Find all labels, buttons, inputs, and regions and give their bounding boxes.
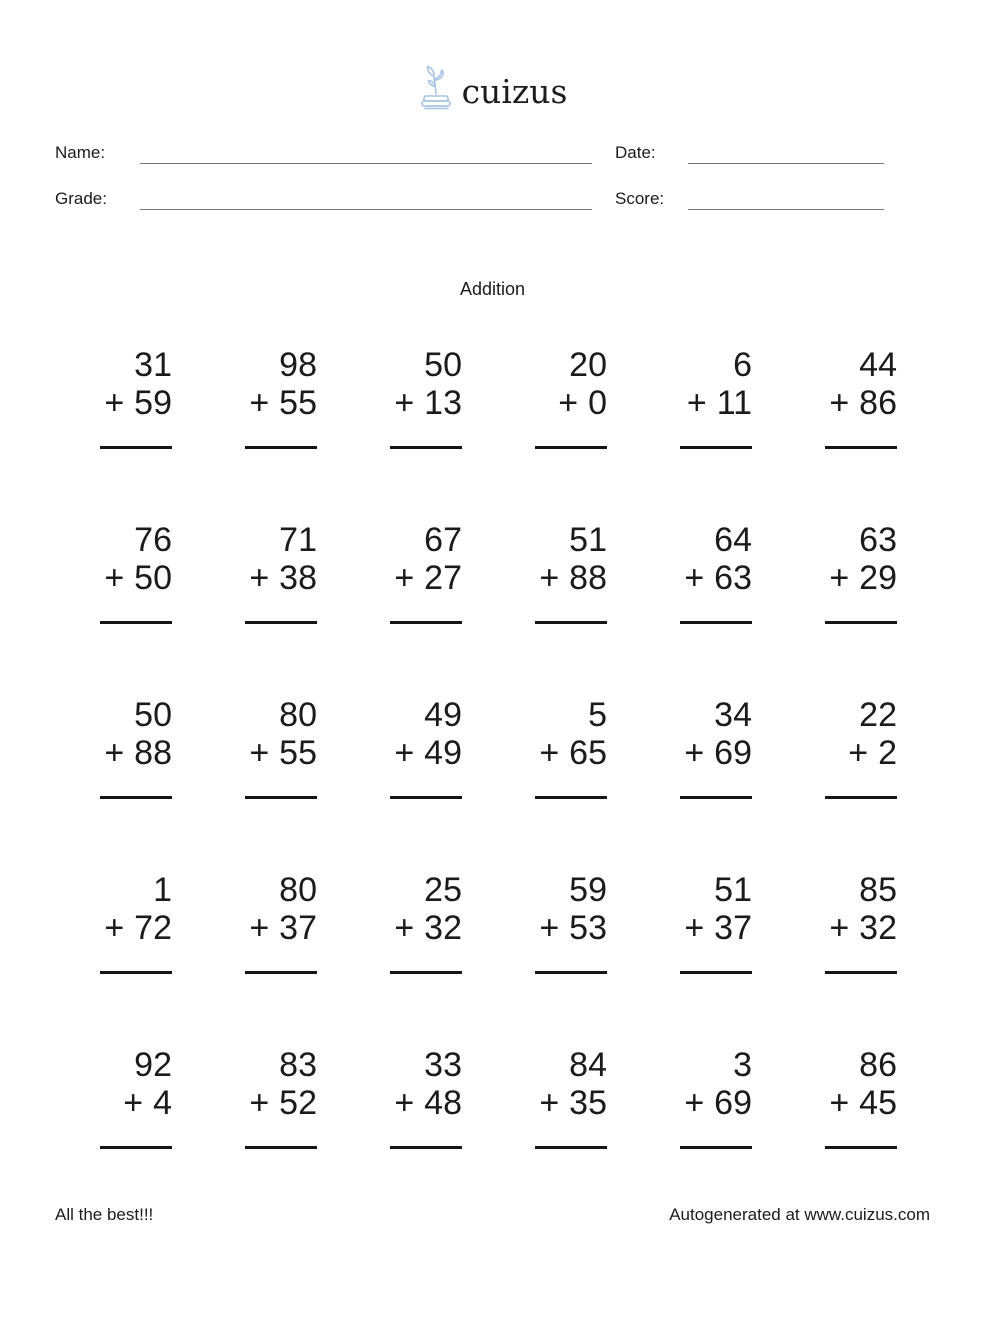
top-operand: 59 bbox=[569, 871, 607, 909]
plus-operator: + bbox=[848, 734, 869, 772]
bottom-operand-row bbox=[752, 734, 897, 772]
plus-operator: + bbox=[829, 384, 850, 422]
top-operand: 50 bbox=[424, 346, 462, 384]
plus-operator: + bbox=[394, 559, 415, 597]
bottom-operand: 13 bbox=[424, 384, 462, 422]
addition-problem bbox=[172, 696, 317, 799]
bottom-operand: 29 bbox=[859, 559, 897, 597]
top-operand: 51 bbox=[714, 871, 752, 909]
bottom-operand: 4 bbox=[153, 1084, 172, 1122]
top-operand: 83 bbox=[279, 1046, 317, 1084]
answer-line bbox=[680, 621, 752, 624]
bottom-operand-row bbox=[317, 559, 462, 597]
bottom-operand: 59 bbox=[134, 384, 172, 422]
addition-problem bbox=[317, 346, 462, 449]
bottom-operand: 32 bbox=[859, 909, 897, 947]
answer-line bbox=[390, 621, 462, 624]
answer-line bbox=[825, 621, 897, 624]
top-operand: 92 bbox=[134, 1046, 172, 1084]
plus-operator: + bbox=[829, 909, 850, 947]
bottom-operand: 38 bbox=[279, 559, 317, 597]
bottom-operand: 86 bbox=[859, 384, 897, 422]
bottom-operand-row bbox=[27, 909, 172, 947]
plus-operator: + bbox=[104, 384, 125, 422]
bottom-operand-row bbox=[317, 1084, 462, 1122]
addition-problem bbox=[317, 521, 462, 624]
addition-problem bbox=[752, 696, 897, 799]
plus-operator: + bbox=[249, 909, 270, 947]
top-operand: 84 bbox=[569, 1046, 607, 1084]
bottom-operand: 52 bbox=[279, 1084, 317, 1122]
footer bbox=[0, 1204, 985, 1226]
bottom-operand: 88 bbox=[569, 559, 607, 597]
addition-problem bbox=[27, 696, 172, 799]
bottom-operand-row bbox=[172, 384, 317, 422]
answer-line bbox=[680, 1146, 752, 1149]
bottom-operand-row bbox=[27, 384, 172, 422]
plus-operator: + bbox=[394, 734, 415, 772]
plus-operator: + bbox=[686, 384, 707, 422]
bottom-operand: 69 bbox=[714, 1084, 752, 1122]
addition-problem bbox=[462, 521, 607, 624]
grade-blank-line bbox=[140, 188, 592, 210]
bottom-operand-row bbox=[752, 1084, 897, 1122]
plant-books-icon bbox=[418, 62, 455, 112]
bottom-operand-row bbox=[607, 909, 752, 947]
answer-line bbox=[245, 446, 317, 449]
addition-problem bbox=[462, 871, 607, 974]
plus-operator: + bbox=[829, 1084, 850, 1122]
bottom-operand-row bbox=[462, 734, 607, 772]
top-operand: 67 bbox=[424, 521, 462, 559]
plus-operator: + bbox=[394, 384, 415, 422]
addition-problem bbox=[607, 521, 752, 624]
addition-problem bbox=[462, 346, 607, 449]
bottom-operand-row bbox=[172, 734, 317, 772]
addition-problem bbox=[27, 871, 172, 974]
answer-line bbox=[680, 971, 752, 974]
footer-attribution: Autogenerated at www.cuizus.com bbox=[669, 1205, 930, 1224]
grade-score-row bbox=[55, 188, 885, 210]
score-blank-line bbox=[688, 188, 884, 210]
bottom-operand-row bbox=[607, 559, 752, 597]
plus-operator: + bbox=[249, 734, 270, 772]
grade-label: Grade: bbox=[55, 189, 107, 208]
bottom-operand: 0 bbox=[588, 384, 607, 422]
bottom-operand: 49 bbox=[424, 734, 462, 772]
bottom-operand-row bbox=[607, 1084, 752, 1122]
header-fields bbox=[55, 142, 885, 210]
plus-operator: + bbox=[829, 559, 850, 597]
answer-line bbox=[825, 796, 897, 799]
addition-problem bbox=[317, 1046, 462, 1149]
answer-line bbox=[535, 1146, 607, 1149]
plus-operator: + bbox=[684, 909, 705, 947]
top-operand: 34 bbox=[714, 696, 752, 734]
answer-line bbox=[535, 971, 607, 974]
top-operand: 85 bbox=[859, 871, 897, 909]
top-operand: 20 bbox=[569, 346, 607, 384]
addition-problem bbox=[752, 521, 897, 624]
addition-problem bbox=[317, 871, 462, 974]
bottom-operand: 45 bbox=[859, 1084, 897, 1122]
bottom-operand: 37 bbox=[279, 909, 317, 947]
answer-line bbox=[825, 446, 897, 449]
plus-operator: + bbox=[539, 734, 560, 772]
answer-line bbox=[680, 796, 752, 799]
answer-line bbox=[390, 971, 462, 974]
plus-operator: + bbox=[394, 909, 415, 947]
bottom-operand: 88 bbox=[134, 734, 172, 772]
top-operand: 80 bbox=[279, 871, 317, 909]
top-operand: 22 bbox=[859, 696, 897, 734]
plus-operator: + bbox=[684, 734, 705, 772]
name-date-row bbox=[55, 142, 885, 164]
answer-line bbox=[100, 446, 172, 449]
top-operand: 71 bbox=[279, 521, 317, 559]
plus-operator: + bbox=[249, 384, 270, 422]
plus-operator: + bbox=[394, 1084, 415, 1122]
worksheet-page bbox=[0, 60, 985, 1340]
answer-line bbox=[100, 796, 172, 799]
footer-message: All the best!!! bbox=[55, 1205, 154, 1224]
top-operand: 1 bbox=[153, 871, 172, 909]
bottom-operand: 27 bbox=[424, 559, 462, 597]
plus-operator: + bbox=[249, 559, 270, 597]
answer-line bbox=[390, 796, 462, 799]
top-operand: 6 bbox=[733, 346, 752, 384]
plus-operator: + bbox=[539, 909, 560, 947]
answer-line bbox=[245, 796, 317, 799]
bottom-operand: 50 bbox=[134, 559, 172, 597]
bottom-operand-row bbox=[752, 559, 897, 597]
bottom-operand: 55 bbox=[279, 734, 317, 772]
addition-problem bbox=[317, 696, 462, 799]
plus-operator: + bbox=[558, 384, 579, 422]
plus-operator: + bbox=[123, 1084, 144, 1122]
bottom-operand-row bbox=[27, 1084, 172, 1122]
addition-problem bbox=[607, 346, 752, 449]
top-operand: 3 bbox=[733, 1046, 752, 1084]
plus-operator: + bbox=[539, 1084, 560, 1122]
top-operand: 51 bbox=[569, 521, 607, 559]
bottom-operand: 53 bbox=[569, 909, 607, 947]
addition-problem bbox=[752, 1046, 897, 1149]
top-operand: 31 bbox=[134, 346, 172, 384]
answer-line bbox=[245, 971, 317, 974]
top-operand: 5 bbox=[588, 696, 607, 734]
bottom-operand-row bbox=[317, 734, 462, 772]
addition-problem bbox=[752, 871, 897, 974]
answer-line bbox=[535, 446, 607, 449]
answer-line bbox=[245, 1146, 317, 1149]
plus-operator: + bbox=[539, 559, 560, 597]
bottom-operand-row bbox=[27, 734, 172, 772]
name-label: Name: bbox=[55, 143, 106, 162]
addition-problem bbox=[27, 521, 172, 624]
bottom-operand: 2 bbox=[878, 734, 897, 772]
answer-line bbox=[100, 971, 172, 974]
date-label: Date: bbox=[615, 143, 656, 162]
top-operand: 49 bbox=[424, 696, 462, 734]
top-operand: 76 bbox=[134, 521, 172, 559]
answer-line bbox=[825, 1146, 897, 1149]
top-operand: 44 bbox=[859, 346, 897, 384]
name-blank-line bbox=[140, 142, 592, 164]
bottom-operand-row bbox=[27, 559, 172, 597]
addition-problem bbox=[607, 1046, 752, 1149]
addition-problem bbox=[27, 1046, 172, 1149]
bottom-operand: 72 bbox=[134, 909, 172, 947]
addition-problem bbox=[462, 696, 607, 799]
top-operand: 33 bbox=[424, 1046, 462, 1084]
top-operand: 86 bbox=[859, 1046, 897, 1084]
bottom-operand-row bbox=[462, 1084, 607, 1122]
bottom-operand: 37 bbox=[714, 909, 752, 947]
bottom-operand-row bbox=[172, 909, 317, 947]
bottom-operand-row bbox=[462, 384, 607, 422]
addition-problem bbox=[607, 696, 752, 799]
score-label: Score: bbox=[615, 189, 665, 208]
addition-problem bbox=[752, 346, 897, 449]
answer-line bbox=[245, 621, 317, 624]
top-operand: 25 bbox=[424, 871, 462, 909]
answer-line bbox=[535, 796, 607, 799]
addition-problem bbox=[172, 521, 317, 624]
bottom-operand: 69 bbox=[714, 734, 752, 772]
top-operand: 63 bbox=[859, 521, 897, 559]
plus-operator: + bbox=[684, 1084, 705, 1122]
bottom-operand-row bbox=[172, 559, 317, 597]
bottom-operand-row bbox=[172, 1084, 317, 1122]
answer-line bbox=[825, 971, 897, 974]
bottom-operand: 48 bbox=[424, 1084, 462, 1122]
bottom-operand-row bbox=[462, 909, 607, 947]
bottom-operand: 11 bbox=[716, 384, 752, 422]
plus-operator: + bbox=[249, 1084, 270, 1122]
bottom-operand-row bbox=[607, 384, 752, 422]
logo bbox=[0, 60, 985, 112]
answer-line bbox=[680, 446, 752, 449]
addition-problem bbox=[27, 346, 172, 449]
problems-grid bbox=[0, 346, 985, 1149]
bottom-operand-row bbox=[317, 909, 462, 947]
bottom-operand-row bbox=[317, 384, 462, 422]
addition-problem bbox=[462, 1046, 607, 1149]
addition-problem bbox=[172, 346, 317, 449]
logo-text: cuizus bbox=[461, 72, 568, 111]
bottom-operand: 35 bbox=[569, 1084, 607, 1122]
answer-line bbox=[100, 621, 172, 624]
bottom-operand-row bbox=[752, 909, 897, 947]
top-operand: 98 bbox=[279, 346, 317, 384]
plus-operator: + bbox=[104, 734, 125, 772]
bottom-operand-row bbox=[462, 559, 607, 597]
bottom-operand-row bbox=[752, 384, 897, 422]
addition-problem bbox=[172, 1046, 317, 1149]
plus-operator: + bbox=[684, 559, 705, 597]
answer-line bbox=[390, 446, 462, 449]
addition-problem bbox=[172, 871, 317, 974]
bottom-operand-row bbox=[607, 734, 752, 772]
answer-line bbox=[100, 1146, 172, 1149]
plus-operator: + bbox=[104, 559, 125, 597]
answer-line bbox=[390, 1146, 462, 1149]
top-operand: 64 bbox=[714, 521, 752, 559]
worksheet-title: Addition bbox=[459, 279, 526, 299]
top-operand: 50 bbox=[134, 696, 172, 734]
bottom-operand: 32 bbox=[424, 909, 462, 947]
date-blank-line bbox=[688, 142, 884, 164]
bottom-operand: 63 bbox=[714, 559, 752, 597]
top-operand: 80 bbox=[279, 696, 317, 734]
plus-operator: + bbox=[104, 909, 125, 947]
bottom-operand: 55 bbox=[279, 384, 317, 422]
bottom-operand: 65 bbox=[569, 734, 607, 772]
answer-line bbox=[535, 621, 607, 624]
addition-problem bbox=[607, 871, 752, 974]
